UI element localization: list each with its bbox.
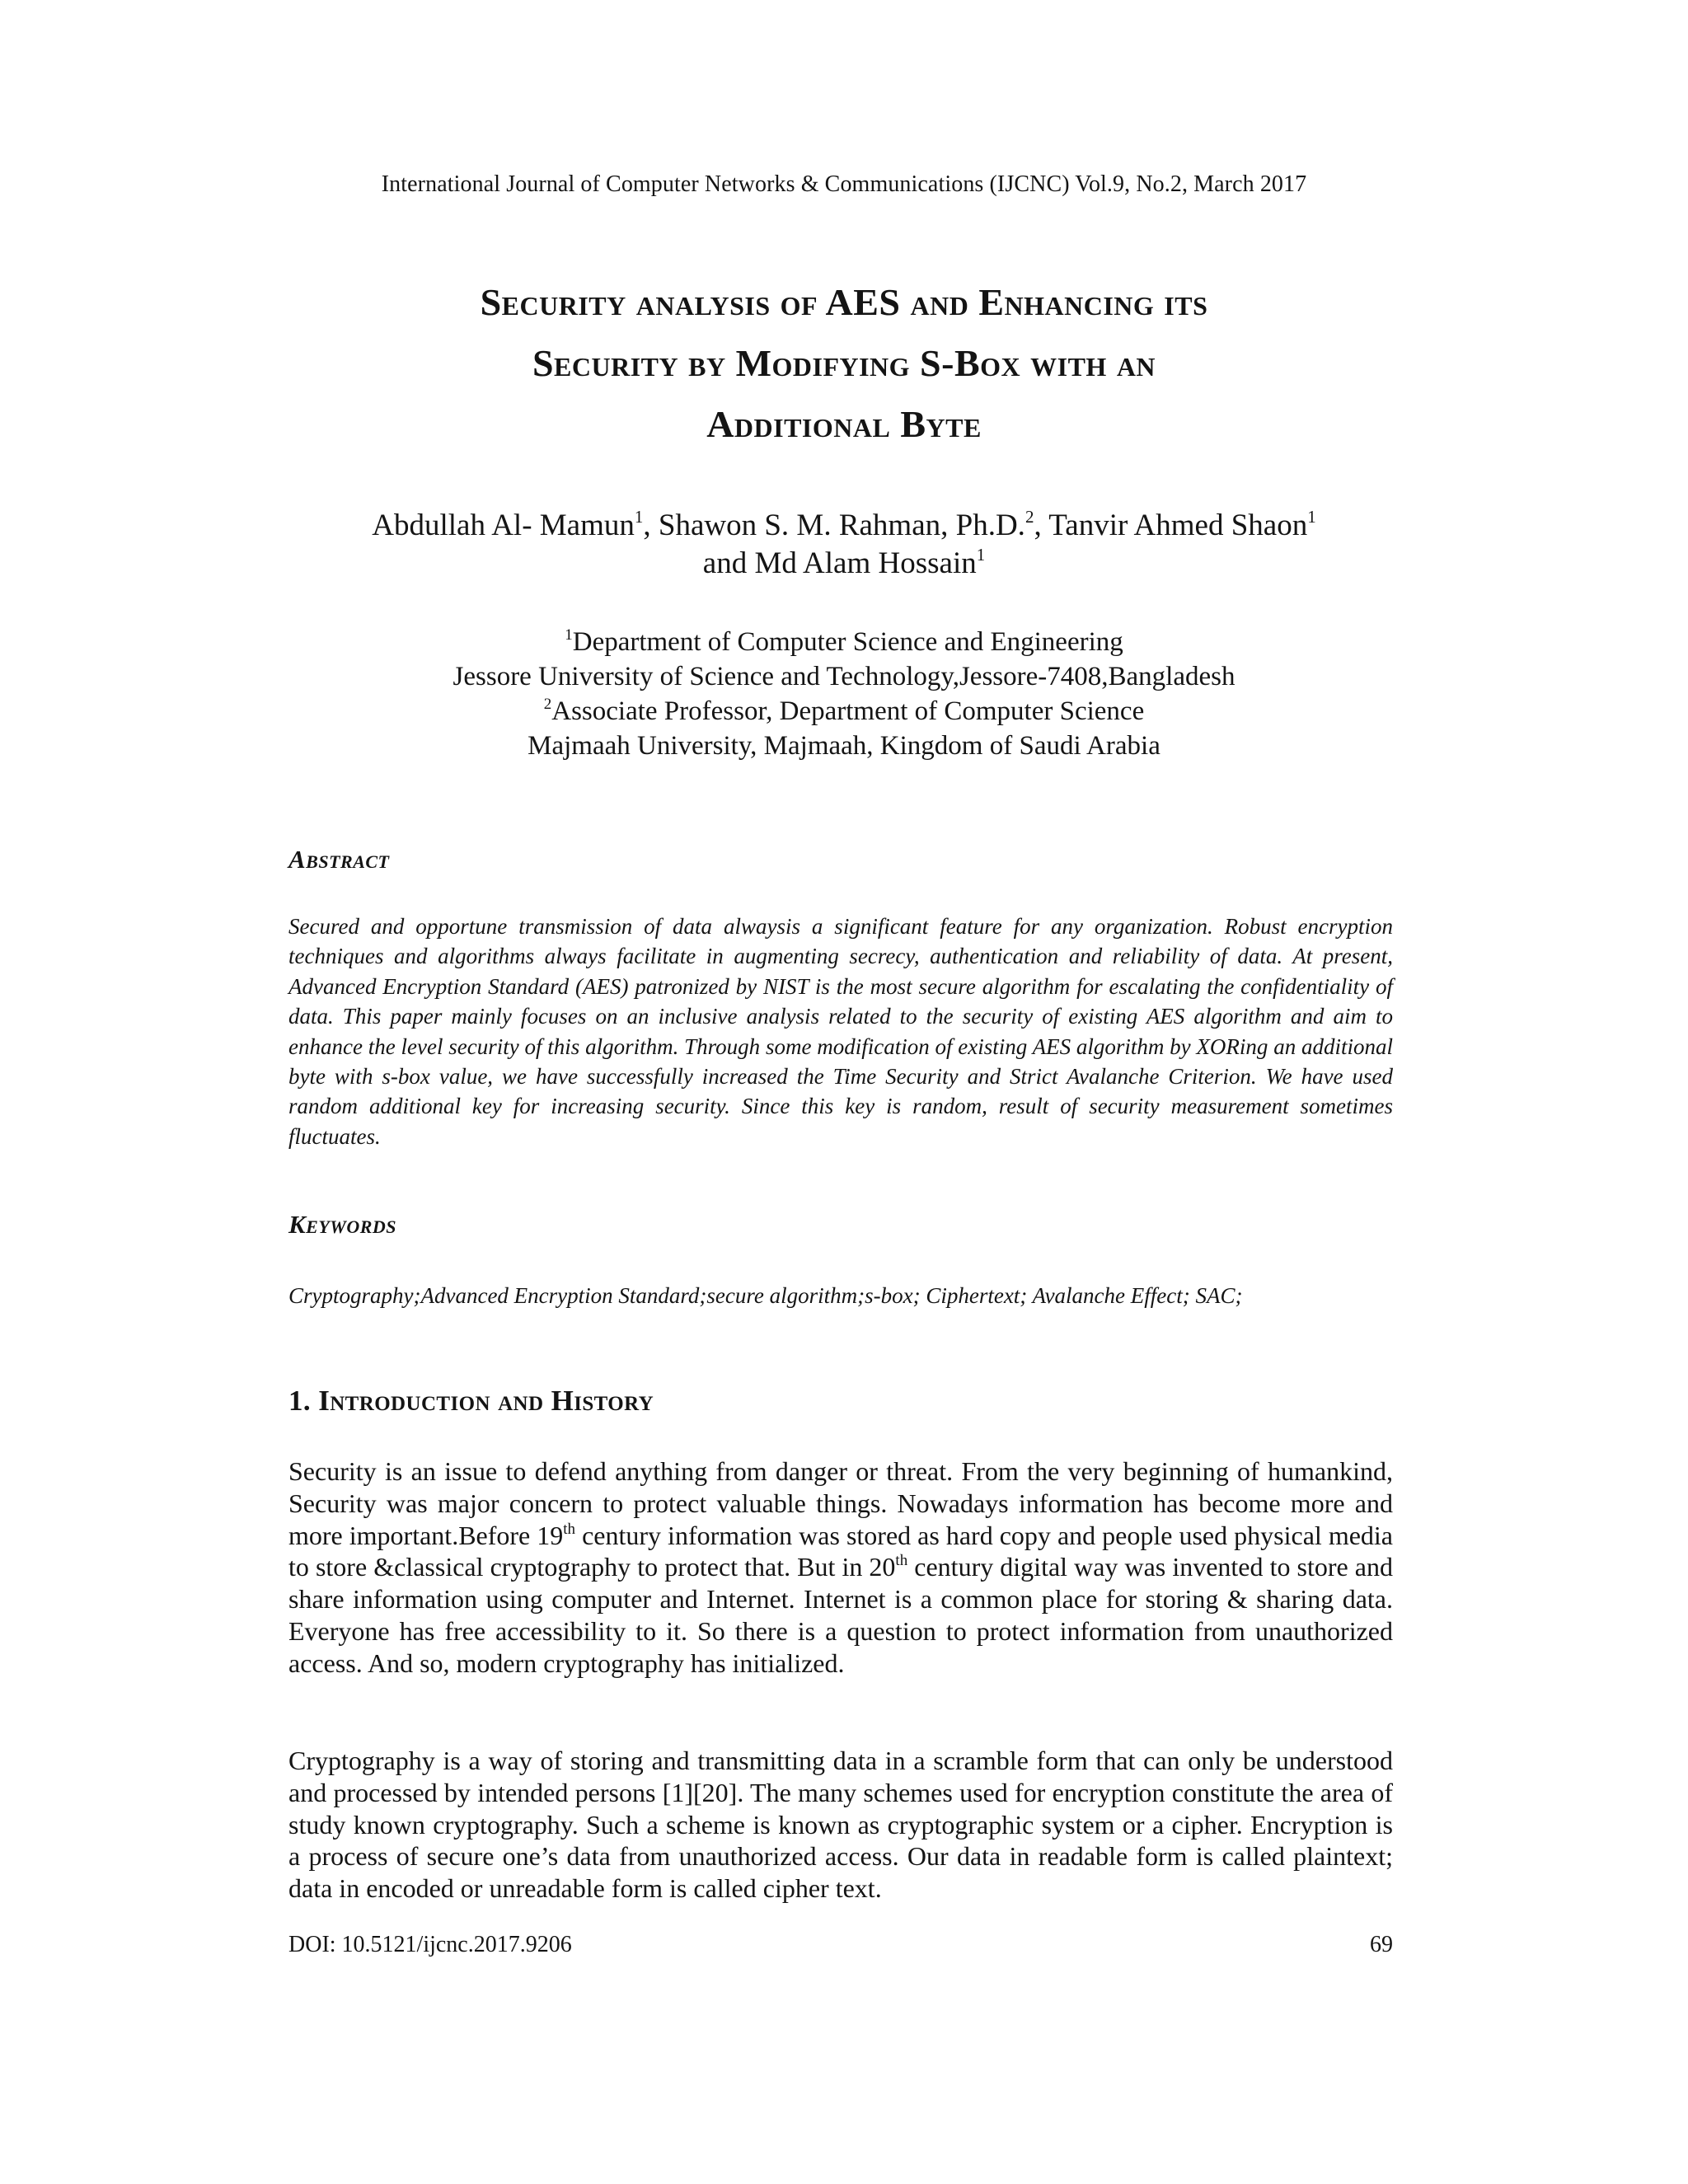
introduction-paragraph-1 (288, 1455, 1393, 1680)
authors-line-1 (0, 507, 1688, 545)
author-separator: , (643, 509, 659, 542)
paper-title (0, 272, 1688, 455)
page-number: 69 (1370, 1932, 1393, 1957)
affiliation-2-marker: 2 (543, 696, 552, 713)
abstract-heading: Abstract (288, 845, 390, 874)
abstract-text: Secured and opportune transmission of data alwaysis a significant feature for any organization. Robust encryption techniques and algorithms always facilitate in augmenting secrecy, authentication and reliability of data. At present, Advanced Encryption Standard (AES) patronized by NIST is the most secure algorithm for escalating the confidentiality of data. This paper mainly focuses on an inclusive analysis related to the security of existing AES algorithm and aim to enhance the level security of this algorithm. Through some modification of existing AES algorithm by XORing an additional byte with s-box value, we have successfully increased the Time Security and Strict Avalanche Criterion. We have used random additional key for increasing security. Since this key is random, result of security measurement sometimes fluctuates. (288, 914, 1393, 1149)
author-1: Abdullah Al- Mamun (372, 509, 635, 542)
affiliation-1-department: Department of Computer Science and Engineering (572, 627, 1123, 657)
affiliations (0, 625, 1688, 763)
author-1-affil: 1 (634, 507, 644, 527)
author-separator: , (1034, 509, 1049, 542)
title-line-1: Security analysis of AES and Enhancing its (480, 281, 1208, 323)
title-line-3: Additional Byte (706, 403, 982, 445)
affiliation-1-marker: 1 (565, 626, 573, 644)
author-2-affil: 2 (1025, 507, 1034, 527)
author-2: Shawon S. M. Rahman, Ph.D. (658, 509, 1025, 542)
paragraph-text: century information was stored as hard copy and people used physical media to store &classical cryptography to protect that. But in 20 (288, 1520, 1394, 1582)
author-4: Md Alam Hossain (754, 546, 977, 580)
footer-doi: DOI: 10.5121/ijcnc.2017.9206 (288, 1932, 572, 1957)
author-3: Tanvir Ahmed Shaon (1048, 509, 1308, 542)
title-line-2: Security by Modifying S-Box with an (532, 342, 1156, 384)
authors-line-2 (0, 545, 1688, 583)
paragraph-text: century digital way was invented to store and share information using computer and Internet. Internet is a common place for storing & sharing data. Everyone has free accessibility to it. So there is a question to protect information from unauthorized access. And so, modern cryptography has initialized. (288, 1552, 1394, 1678)
affiliation-2-department: Associate Professor, Department of Computer Science (551, 696, 1145, 726)
affiliation-1-line-1 (0, 625, 1688, 659)
author-3-affil: 1 (1307, 507, 1316, 527)
ordinal-suffix: th (563, 1520, 576, 1538)
keywords-text: Cryptography;Advanced Encryption Standard;secure algorithm;s-box; Ciphertext; Avalanche Effect; SAC; (288, 1283, 1243, 1308)
ordinal-suffix: th (895, 1552, 908, 1570)
affiliation-2-line-2: Majmaah University, Majmaah, Kingdom of Saudi Arabia (528, 731, 1160, 761)
running-header: International Journal of Computer Networks & Communications (IJCNC) Vol.9, No.2, March 2017 (381, 171, 1307, 197)
introduction-heading: 1. Introduction and History (288, 1385, 654, 1417)
author-4-affil: 1 (976, 545, 986, 565)
affiliation-1-line-2: Jessore University of Science and Technology,Jessore-7408,Bangladesh (452, 662, 1236, 691)
author-list (0, 507, 1688, 583)
paragraph-text: Security is an issue to defend anything from danger or threat. From the very beginning of humankind, Security was major concern to protect valuable things. Nowadays information has become more and more important.Before 19 (288, 1456, 1393, 1550)
author-conjunction: and (702, 546, 755, 580)
keywords-heading: Keywords (288, 1210, 397, 1239)
affiliation-2-line-1 (0, 694, 1688, 729)
introduction-paragraph-2: Cryptography is a way of storing and transmitting data in a scramble form that can only be understood and processed by intended persons [1][20]. The many schemes used for encryption constitute the area of study known cryptography. Such a scheme is known as cryptographic system or a cipher. Encryption is a process of secure one’s data from unauthorized access. Our data in readable form is called plaintext; data in encoded or unreadable form is called cipher text. (288, 1746, 1393, 1904)
